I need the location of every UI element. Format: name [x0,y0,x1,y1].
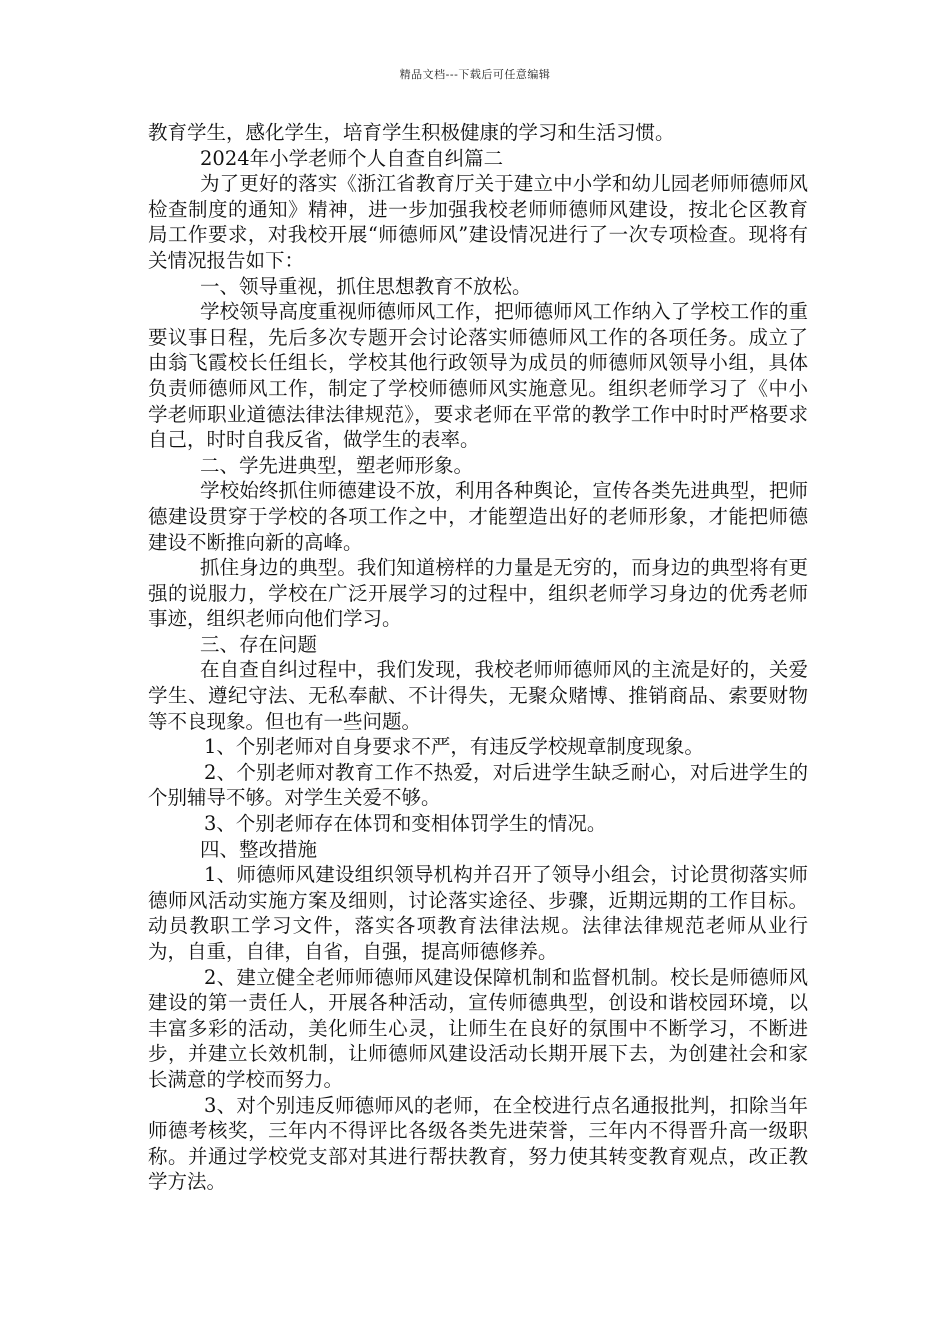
problem-item-3: 3、个别老师存在体罚和变相体罚学生的情况。 [204,812,607,836]
document-body [148,120,808,1195]
heading-four: 四、整改措施 [200,837,318,861]
heading-two: 二、学先进典型，塑老师形象。 [200,453,474,477]
paragraph-models: 学校始终抓住师德建设不放，利用各种舆论，宣传各类先进典型，把师德建设贯穿于学校的各项工作之中，才能塑造出好的老师形象，才能把师德建设不断推向新的高峰。 [148,479,808,554]
heading-one: 一、领导重视，抓住思想教育不放松。 [200,274,532,298]
paragraph-problems: 在自查自纠过程中，我们发现，我校老师师德师风的主流是好的，关爱学生、遵纪守法、无私奉献、不计得失，无聚众赌博、推销商品、索要财物等不良现象。但也有一些问题。 [148,658,808,733]
problem-item-1: 1、个别老师对自身要求不严，有违反学校规章制度现象。 [204,735,704,759]
paragraph-continuation: 教育学生，感化学生，培育学生积极健康的学习和生活习惯。 [148,121,675,144]
section-title: 2024年小学老师个人自查自纠篇二 [200,146,504,170]
paragraph-local-models: 抓住身边的典型。我们知道榜样的力量是无穷的，而身边的典型将有更强的说服力，学校在广泛开展学习的过程中，组织老师学习身边的优秀老师事迹，组织老师向他们学习。 [148,556,808,631]
problem-item-2: 2、个别老师对教育工作不热爱，对后进学生缺乏耐心，对后进学生的个别辅导不够。对学生关爱不够。 [148,760,808,810]
intro-paragraph: 为了更好的落实《浙江省教育厅关于建立中小学和幼儿园老师师德师风检查制度的通知》精神，进一步加强我校老师师德师风建设，按北仑区教育局工作要求，对我校开展“师德师风”建设情况进行了一次专项检查。现将有关情况报告如下： [148,172,808,272]
measure-item-2: 2、建立健全老师师德师风建设保障机制和监督机制。校长是师德师风建设的第一责任人，开展各种活动，宣传师德典型，创设和谐校园环境，以丰富多彩的活动，美化师生心灵，让师生在良好的氛围中不断学习，不断进步，并建立长效机制，让师德师风建设活动长期开展下去，为创建社会和家长满意的学校而努力。 [148,965,808,1091]
page-header: 精品文档---下载后可任意编辑 [399,68,551,81]
heading-three: 三、存在问题 [200,632,318,656]
paragraph-leadership: 学校领导高度重视师德师风工作，把师德师风工作纳入了学校工作的重要议事日程，先后多次专题开会讨论落实师德师风工作的各项任务。成立了由翁飞霞校长任组长，学校其他行政领导为成员的师德师风领导小组，具体负责师德师风工作，制定了学校师德师风实施意见。组织老师学习了《中小学老师职业道德法律法律规范》，要求老师在平常的教学工作中时时严格要求自己，时时自我反省，做学生的表率。 [148,300,808,452]
measure-item-1: 1、师德师风建设组织领导机构并召开了领导小组会，讨论贯彻落实师德师风活动实施方案及细则，讨论落实途径、步骤，近期远期的工作目标。动员教职工学习文件，落实各项教育法律法规。法律法律规范老师从业行为，自重，自律，自省，自强，提高师德修养。 [148,863,808,963]
measure-item-3: 3、对个别违反师德师风的老师，在全校进行点名通报批判，扣除当年师德考核奖，三年内不得评比各级各类先进荣誉，三年内不得晋升高一级职称。并通过学校党支部对其进行帮扶教育，努力使其转变教育观点，改正教学方法。 [148,1093,808,1194]
